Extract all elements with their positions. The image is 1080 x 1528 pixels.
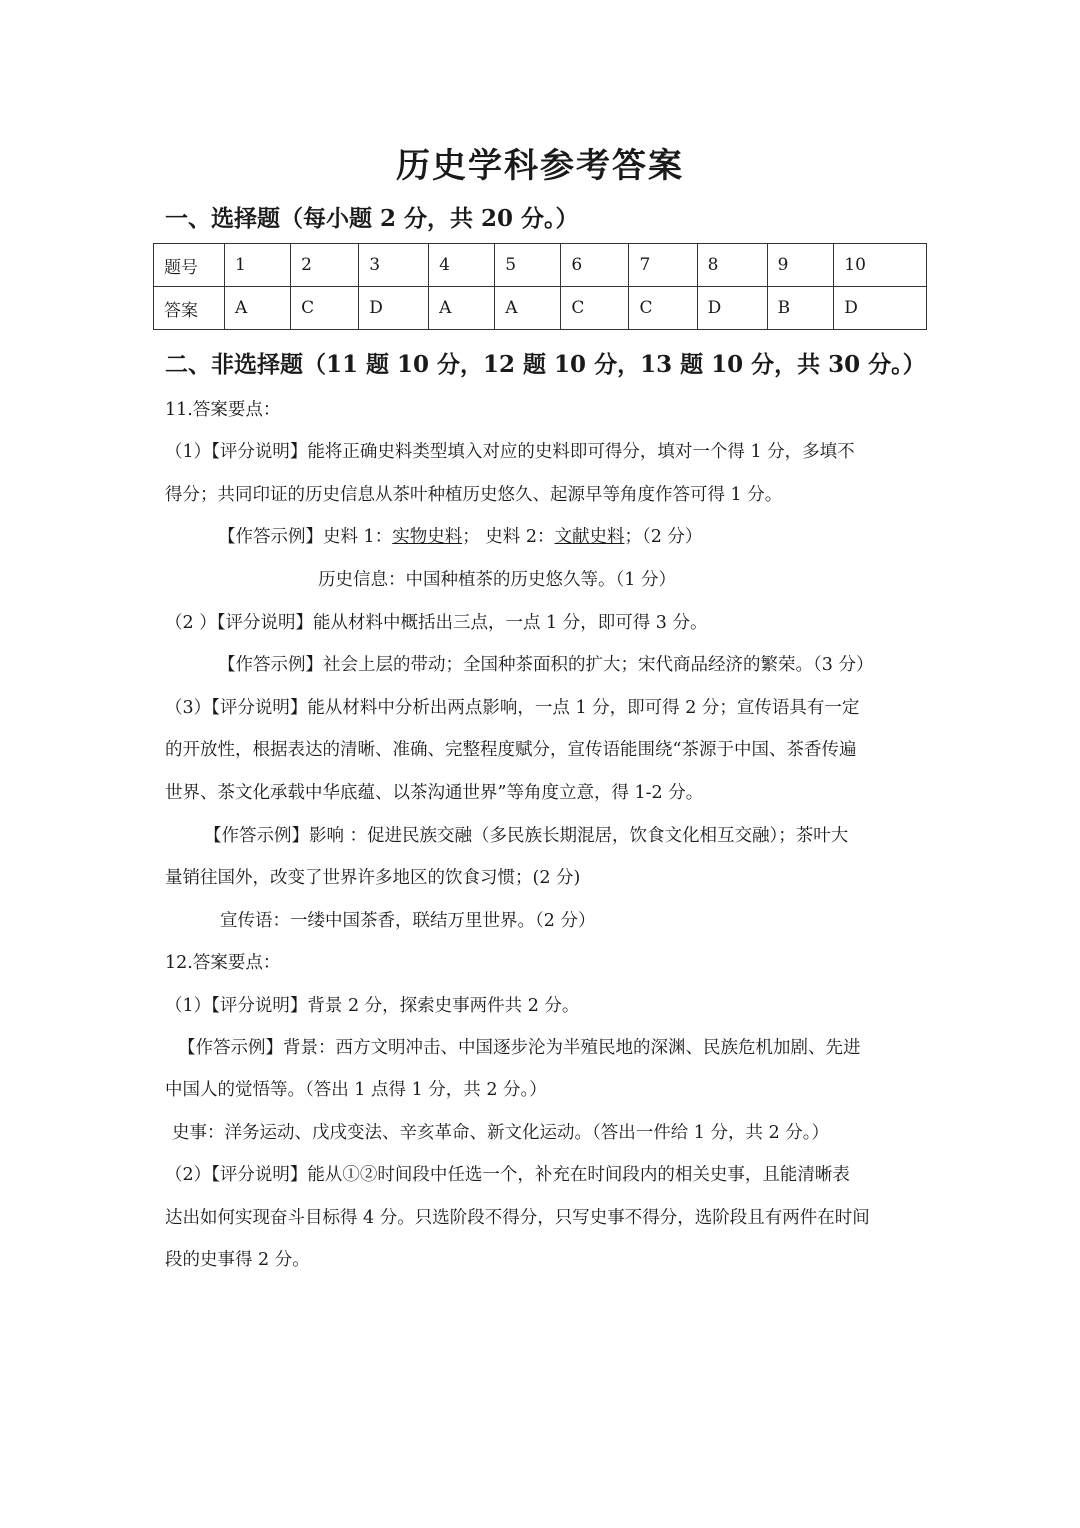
q11-p3-line3: 世界、茶文化承载中华底蕴、以茶沟通世界”等角度立意，得 1-2 分。: [165, 783, 704, 803]
answer-cell: D: [359, 287, 429, 330]
q11-ex1-answer1: 实物史料: [392, 527, 463, 547]
answer-cell: B: [767, 287, 834, 330]
q11-ex1-prefix: 【作答示例】史料 1：: [218, 527, 393, 547]
q12-p2-line2: 达出如何实现奋斗目标得 4 分。只选阶段不得分，只写史事不得分，选阶段且有两件在时间: [165, 1208, 870, 1228]
row-label-number: 题号: [154, 244, 225, 287]
q12-p1: （1）【评分说明】背景 2 分，探索史事两件共 2 分。: [165, 996, 580, 1016]
question-number-cell: 5: [495, 244, 561, 287]
q12-ex1-line1: 【作答示例】背景：西方文明冲击、中国逐步沦为半殖民地的深渊、民族危机加剧、先进: [178, 1038, 861, 1058]
table-row-numbers: [154, 244, 927, 287]
q11-p1-line1: （1）【评分说明】能将正确史料类型填入对应的史料即可得分，填对一个得 1 分，多填不: [165, 442, 855, 462]
answer-cell: C: [629, 287, 697, 330]
answer-table: [153, 243, 927, 330]
question-number-cell: 3: [359, 244, 429, 287]
answer-cell: A: [495, 287, 561, 330]
q11-ex1-answer2: 文献史料: [554, 527, 625, 547]
q11-ex3-line1: 【作答示例】影响 ：促进民族交融（多民族长期混居，饮食文化相互交融）；茶叶大: [204, 826, 849, 846]
q11-ex3-line3: 宣传语：一缕中国茶香，联结万里世界。（2 分）: [220, 911, 596, 931]
question-number-cell: 2: [291, 244, 359, 287]
answer-cell: D: [697, 287, 767, 330]
question-number-cell: 8: [697, 244, 767, 287]
q11-ex1-suffix: ；（2 分）: [624, 527, 703, 547]
section1-heading: 一、选择题（每小题 2 分，共 20 分。）: [165, 205, 579, 232]
answer-cell: A: [225, 287, 291, 330]
question-number-cell: 1: [225, 244, 291, 287]
q12-p2-line3: 段的史事得 2 分。: [165, 1250, 310, 1270]
q11-ex3-line2: 量销往国外，改变了世界许多地区的饮食习惯；(2 分): [165, 868, 581, 888]
q11-p3-line2: 的开放性，根据表达的清晰、准确、完整程度赋分，宣传语能围绕“茶源于中国、茶香传遍: [165, 740, 857, 760]
section2-heading: 二、非选择题（11 题 10 分，12 题 10 分，13 题 10 分，共 30 分。）: [165, 351, 926, 378]
q11-example1: [218, 525, 702, 549]
answer-cell: D: [834, 287, 927, 330]
q11-ex1-info: 历史信息：中国种植茶的历史悠久等。（1 分）: [318, 570, 676, 590]
answer-cell: A: [429, 287, 495, 330]
table-row-answers: [154, 287, 927, 330]
question-number-cell: 4: [429, 244, 495, 287]
q11-p3-line1: （3）【评分说明】能从材料中分析出两点影响，一点 1 分，即可得 2 分；宣传语具有一定: [165, 698, 860, 718]
q12-heading: 12.答案要点：: [165, 953, 281, 973]
row-label-answer: 答案: [154, 287, 225, 330]
q12-ex1-line2: 中国人的觉悟等。（答出 1 点得 1 分，共 2 分。）: [165, 1080, 547, 1100]
q11-p2: （2 ）【评分说明】能从材料中概括出三点，一点 1 分，即可得 3 分。: [165, 613, 708, 633]
page-title: 历史学科参考答案: [396, 146, 684, 186]
q11-ex1-mid: ； 史料 2：: [462, 527, 555, 547]
question-number-cell: 7: [629, 244, 697, 287]
question-number-cell: 10: [834, 244, 927, 287]
q12-ex1-line3: 史事：洋务运动、戊戌变法、辛亥革命、新文化运动。（答出一件给 1 分，共 2 分。）: [172, 1123, 830, 1143]
q11-heading: 11.答案要点：: [165, 400, 281, 420]
q11-example2: 【作答示例】社会上层的带动；全国种茶面积的扩大；宋代商品经济的繁荣。（3 分）: [218, 655, 874, 675]
answer-cell: C: [291, 287, 359, 330]
question-number-cell: 6: [561, 244, 629, 287]
question-number-cell: 9: [767, 244, 834, 287]
answer-cell: C: [561, 287, 629, 330]
q12-p2-line1: （2）【评分说明】能从①②时间段中任选一个，补充在时间段内的相关史事，且能清晰表: [165, 1165, 850, 1185]
q11-p1-line2: 得分；共同印证的历史信息从茶叶种植历史悠久、起源早等角度作答可得 1 分。: [165, 485, 783, 505]
